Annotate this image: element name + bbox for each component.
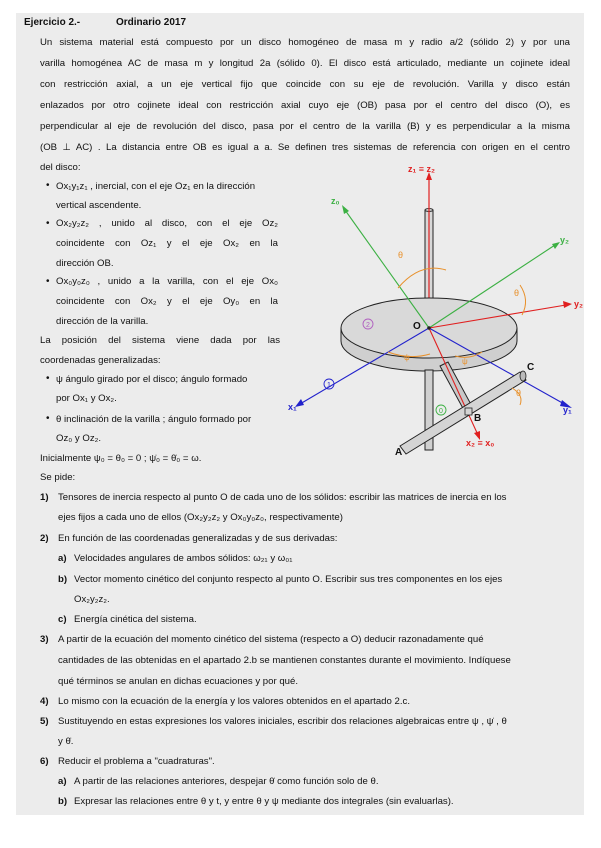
label-o: O bbox=[413, 321, 421, 332]
label-z0: z₀ bbox=[331, 196, 340, 206]
label-b: B bbox=[474, 413, 482, 424]
question-line: A partir de las relaciones anteriores, despejar θ̇ como función solo de θ. bbox=[74, 776, 379, 787]
question-number: c) bbox=[58, 614, 67, 625]
exam-session: Ordinario 2017 bbox=[116, 17, 187, 28]
theta-arc-2 bbox=[520, 285, 526, 315]
rod-ac bbox=[400, 372, 526, 454]
bullet-dot: • bbox=[46, 276, 50, 287]
question-number: a) bbox=[58, 776, 67, 787]
label-y-red: y₂ bbox=[574, 299, 584, 309]
initial-conditions: Inicialmente ψ₀ = θ₀ = 0 ; ψ̇₀ = θ̇₀ = ω. bbox=[40, 453, 202, 464]
bullet-dot: • bbox=[46, 373, 50, 384]
position-text: coordenadas generalizadas: bbox=[40, 355, 161, 366]
question-line: Energía cinética del sistema. bbox=[74, 614, 197, 625]
label-solid-0: 0 bbox=[439, 408, 443, 415]
label-theta-3: θ bbox=[516, 388, 522, 398]
frame-1-line: vertical ascendente. bbox=[56, 200, 142, 211]
label-a: A bbox=[395, 447, 403, 458]
frame-2-line: Ox₂y₂z₂ , unido al disco, con el eje Oz₂ bbox=[56, 218, 278, 229]
label-solid-2: 2 bbox=[366, 322, 370, 329]
question-line: A partir de la ecuación del momento cinético del sistema (respecto a O) deducir razonadamente qué bbox=[58, 634, 484, 645]
question-line: Sustituyendo en estas expresiones los valores iniciales, escribir dos relaciones algebraicas entre ψ , ψ̇ , θ bbox=[58, 716, 507, 727]
label-solid-1: 1 bbox=[327, 382, 331, 389]
question-line: qué términos se anulan en dichas ecuaciones y por qué. bbox=[58, 676, 298, 687]
question-line: ejes fijos a cada uno de ellos (Ox₂y₂z₂ y Ox₀y₀z₀, respectivamente) bbox=[58, 512, 343, 523]
question-line: Lo mismo con la ecuación de la energía y los valores obtenidos en el apartado 2.c. bbox=[58, 696, 410, 707]
question-number: 1) bbox=[40, 492, 49, 503]
label-y1: y₁ bbox=[563, 405, 572, 415]
question-number: 3) bbox=[40, 634, 49, 645]
label-x1: x₁ bbox=[288, 402, 297, 412]
coord-theta-line: θ inclinación de la varilla ; ángulo formado por bbox=[56, 414, 252, 425]
intro-line: Un sistema material está compuesto por un disco homogéneo de masa m y radio a/2 (sólido 2) y por una bbox=[40, 37, 570, 48]
question-number: 4) bbox=[40, 696, 49, 707]
label-z1z2: z₁ ≡ z₂ bbox=[408, 164, 435, 174]
frame-1-line: Ox₁y₁z₁ , inercial, con el eje Oz₁ en la dirección bbox=[56, 181, 256, 192]
label-y2: y₂ bbox=[560, 235, 570, 245]
question-line: Tensores de inercia respecto al punto O de cada uno de los sólidos: escribir las matrices de inercia en los bbox=[58, 492, 507, 503]
intro-line: enlazados por otro cojinete ideal con restricción axial cuyo eje (OB) pasa por el centro del disco (O), es bbox=[40, 100, 570, 111]
question-number: b) bbox=[58, 796, 68, 807]
question-line: Expresar las relaciones entre θ y t, y entre θ y ψ mediante dos integrales (sin evaluarlas). bbox=[74, 796, 454, 807]
question-number: b) bbox=[58, 574, 68, 585]
coord-psi-line: ψ ángulo girado por el disco; ángulo formado bbox=[56, 374, 248, 385]
label-theta-2: θ bbox=[514, 288, 520, 298]
frame-2-line: coincidente con Oz₁ y el eje Ox₂ en la bbox=[56, 238, 278, 249]
se-pide: Se pide: bbox=[40, 472, 76, 483]
label-x2x0: x₂ ≡ x₀ bbox=[466, 438, 495, 448]
intro-line: perpendicular al eje de revolución del disco, pasa por el centro de la varilla (B) y es perpendicular a la misma bbox=[40, 121, 570, 132]
coord-theta-line: Oz₀ y Oz₂. bbox=[56, 433, 102, 444]
question-number: 2) bbox=[40, 533, 49, 544]
question-line: Ox₂y₂z₂. bbox=[74, 594, 110, 605]
question-number: 6) bbox=[40, 756, 49, 767]
bullet-dot: • bbox=[46, 180, 50, 191]
intro-line: del disco: bbox=[40, 162, 81, 173]
question-number: 5) bbox=[40, 716, 49, 727]
intro-line: varilla homogénea AC de masa m y longitud 2a (sólido 0). El disco está articulado, mediante un cojinete ideal bbox=[40, 58, 570, 69]
label-psi-1: ψ bbox=[404, 353, 410, 362]
question-line: En función de las coordenadas generalizadas y de sus derivadas: bbox=[58, 533, 338, 544]
position-text: La posición del sistema viene dada por las bbox=[40, 335, 280, 346]
bullet-dot: • bbox=[46, 218, 50, 229]
intro-line: (OB ⊥ AC) . La distancia entre OB es igual a a. Se definen tres sistemas de referencia con origen en el centro bbox=[40, 142, 570, 153]
question-line: y θ̇. bbox=[58, 736, 74, 747]
intro-line: con restricción axial, a un eje vertical fijo que coincide con su eje de revolución. Varilla y disco están bbox=[40, 79, 570, 90]
bullet-dot: • bbox=[46, 413, 50, 424]
frame-3-line: Ox₀y₀z₀ , unido a la varilla, con el eje Ox₀ bbox=[56, 276, 278, 287]
frame-3-line: coincidente con Ox₂ y el eje Oy₀ en la bbox=[56, 296, 278, 307]
question-line: Vector momento cinético del conjunto respecto al punto O. Escribir sus tres componentes en los ejes bbox=[74, 574, 503, 585]
coord-psi-line: por Ox₁ y Ox₂. bbox=[56, 393, 117, 404]
question-number: a) bbox=[58, 553, 67, 564]
question-line: Velocidades angulares de ambos sólidos: ω₂₁ y ω₀₁ bbox=[74, 553, 293, 564]
label-psi-2: ψ bbox=[462, 357, 468, 366]
frame-2-line: dirección OB. bbox=[56, 258, 114, 269]
label-theta-1: θ bbox=[398, 250, 404, 260]
question-line: cantidades de las obtenidas en el apartado 2.b se mantienen constantes durante el movimiento. Indíquese bbox=[58, 655, 511, 666]
frame-3-line: dirección de la varilla. bbox=[56, 316, 149, 327]
question-line: Reducir el problema a "cuadraturas". bbox=[58, 756, 215, 767]
theta-arc-1 bbox=[398, 268, 446, 288]
center-point-o bbox=[427, 326, 431, 330]
exercise-number: Ejercicio 2.- bbox=[24, 17, 81, 28]
label-c: C bbox=[527, 362, 535, 373]
